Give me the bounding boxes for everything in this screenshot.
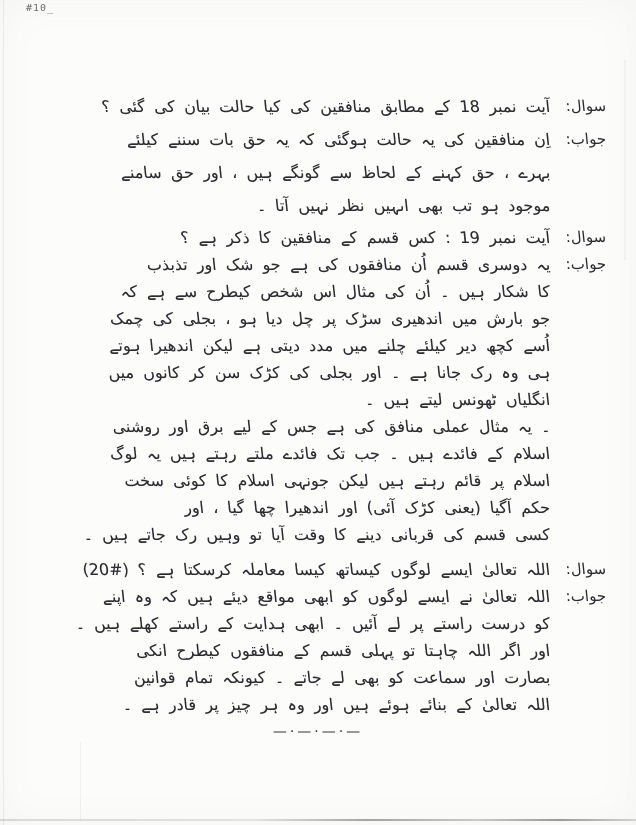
answer-row (46, 251, 606, 548)
question-row (46, 556, 606, 583)
scan-edge-band-right (624, 60, 626, 260)
text-line: کو درست راستے پر لے آئیں ۔ ابھی ہدایت کے راستے کھلے ہیں ۔ (74, 614, 551, 633)
question-row (46, 224, 606, 251)
qa-block-3 (0, 556, 636, 718)
text-line: آیت نمبر 18 کے مطابق منافقین کی کیا حالت بیان کی گئی ؟ (100, 97, 551, 116)
text-line: ہی وہ رک جانا ہے ۔ اور بجلی کی کڑک سن کر کانوں میں (107, 363, 551, 382)
text-line: اللہ تعالیٰ ایسے لوگوں کیساتھ کیسا معاملہ کرسکتا ہے ؟ (#20) (81, 560, 551, 579)
qa-block-2 (0, 224, 636, 548)
question-row (46, 90, 606, 123)
answer-text (46, 583, 550, 718)
answer-label: جواب: (564, 587, 607, 605)
scan-crease-line (80, 742, 81, 820)
answer-label: جواب: (564, 130, 607, 148)
text-line: اِن منافقین کی یہ حالت ہوگئی کہ یہ حق بات سننے کیلئے (125, 130, 551, 149)
question-label: سوال: (564, 560, 607, 578)
section-end-divider: —·—·—·— (272, 724, 364, 740)
text-line: بصارت اور سماعت کو بھی لے جاتے ۔ کیونکہ تمام قوانین (132, 668, 551, 687)
text-line: جو بارش میں اندھیری سڑک پر چل دیا ہو ، بجلی کی چمک (108, 309, 551, 328)
question-label: سوال: (564, 97, 607, 115)
text-line: کسی قسم کی قربانی دینے کا وقت آیا تو وہیں رک جاتے ہیں ۔ (82, 525, 551, 544)
text-line: موجود ہو تب بھی اںہیں نظر نہیں آتا ۔ (255, 196, 551, 215)
question-text (46, 90, 550, 123)
answer-text (46, 123, 550, 222)
answer-label: جواب: (564, 255, 607, 273)
scan-edge-line-left (3, 0, 4, 825)
scan-edge-line-bottom (0, 819, 636, 821)
text-line: اسلام کے فائدے ہیں ۔ جب تک فائدے ملتے رہتے ہیں یہ لوگ (108, 444, 551, 463)
text-line: اللہ تعالیٰ نے ایسے لوگوں کو ابھی مواقع دیئے ہیں کہ وہ اپنے (101, 587, 551, 606)
question-text (46, 556, 550, 583)
text-line: یہ دوسری قسم اُن منافقوں کی ہے جو شک اور تذبذب (145, 255, 551, 274)
answer-row (46, 583, 606, 718)
qa-block-1 (0, 90, 636, 222)
answer-row (46, 123, 606, 222)
answer-text (46, 251, 550, 548)
text-line: حکم آگیا (یعنی کڑک آئی) اور اندھیرا چھا گیا ، اور (182, 498, 551, 517)
text-line: آیت نمبر 19 : کس قسم کے منافقین کا ذکر ہے ؟ (179, 228, 551, 247)
text-line: اُسے کچھ دیر کیلئے چلنے میں مدد دیتی ہے لیکن اندھیرا ہوتے (107, 336, 551, 355)
page-number: #10_ (26, 3, 55, 14)
question-text (46, 224, 550, 251)
text-line: اللہ تعالیٰ کے بنائے ہوئے ہیں اور وہ ہر چیز پر قادر ہے ۔ (121, 695, 551, 714)
text-line: ۔ یہ مثال عملی منافق کی ہے جس کے لیے برق اور روشنی (111, 417, 551, 436)
text-line: انگلیاں ٹھونس لیتے ہیں ۔ (363, 390, 551, 409)
text-line: اسلام پر قائم رہتے ہیں لیکن جونہی اسلام کا کوئی سخت (123, 471, 551, 490)
question-label: سوال: (564, 228, 607, 246)
text-line: کا شکار ہیں ۔ اُن کی مثال اس شخص کیطرح سے ہے کہ (119, 282, 551, 301)
text-line: اور اگر اللہ چاہتا تو پہلی قسم کے منافقوں کیطرح انکی (134, 641, 551, 660)
text-line: بہرے ، حق کہنے کے لحاظ سے گونگے ہیں ، اور حق سامنے (119, 163, 551, 182)
